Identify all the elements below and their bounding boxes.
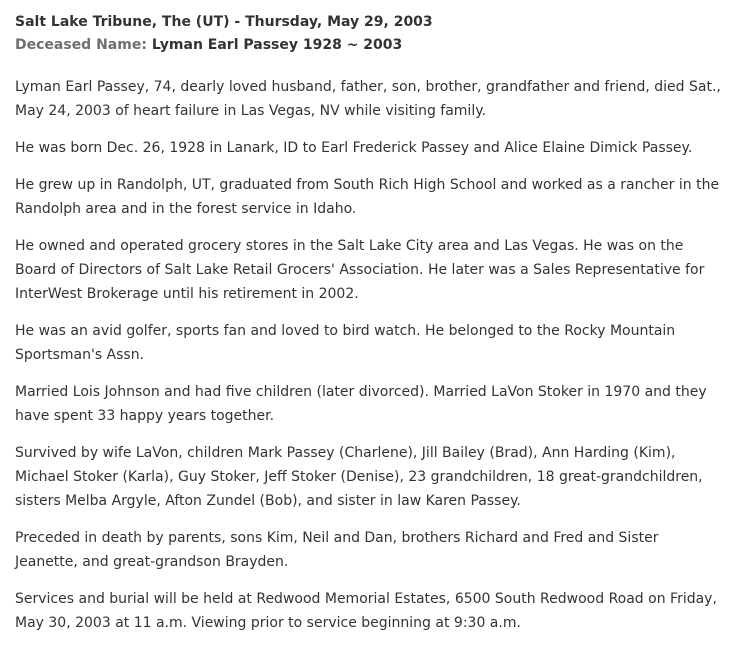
paragraph-preceded-by: Preceded in death by parents, sons Kim, Neil and Dan, brothers Richard and Fred and Sister Jeanette, and great-grandson Brayden. bbox=[15, 530, 659, 570]
source-line: Salt Lake Tribune, The (UT) - Thursday, May 29, 2003 bbox=[15, 14, 433, 30]
deceased-label: Deceased Name: bbox=[15, 37, 147, 53]
paragraph-survived-by: Survived by wife LaVon, children Mark Passey (Charlene), Jill Bailey (Brad), Ann Harding (Kim), Michael Stoker (Karla), Guy Stoker, Jeff Stoker (Denise), 23 grandchildren, 18 great-grandchildren, sisters Melba Argyle, Afton Zundel (Bob), and sister in law Karen Passey. bbox=[15, 445, 703, 509]
paragraph-hobbies: He was an avid golfer, sports fan and loved to bird watch. He belonged to the Rocky Mountain Sportsman's Assn. bbox=[15, 323, 676, 363]
obituary-body bbox=[15, 75, 721, 635]
paragraph-marriage: Married Lois Johnson and had five children (later divorced). Married LaVon Stoker in 1970 and they have spent 33 happy years together. bbox=[15, 384, 707, 424]
paragraph-death: Lyman Earl Passey, 74, dearly loved husband, father, son, brother, grandfather and friend, died Sat., May 24, 2003 of heart failure in Las Vegas, NV while visiting family. bbox=[15, 79, 721, 119]
paragraph-services: Services and burial will be held at Redwood Memorial Estates, 6500 South Redwood Road on Friday, May 30, 2003 at 11 a.m. Viewing prior to service beginning at 9:30 a.m. bbox=[15, 591, 717, 631]
deceased-line bbox=[15, 35, 721, 55]
paragraph-career: He owned and operated grocery stores in the Salt Lake City area and Las Vegas. He was on the Board of Directors of Salt Lake Retail Grocers' Association. He later was a Sales Representative for InterWest Brokerage until his retirement in 2002. bbox=[15, 238, 705, 302]
deceased-name: Lyman Earl Passey 1928 ~ 2003 bbox=[151, 37, 403, 53]
paragraph-birth: He was born Dec. 26, 1928 in Lanark, ID to Earl Frederick Passey and Alice Elaine Dimick Passey. bbox=[15, 140, 693, 156]
paragraph-youth: He grew up in Randolph, UT, graduated from South Rich High School and worked as a rancher in the Randolph area and in the forest service in Idaho. bbox=[15, 177, 720, 217]
